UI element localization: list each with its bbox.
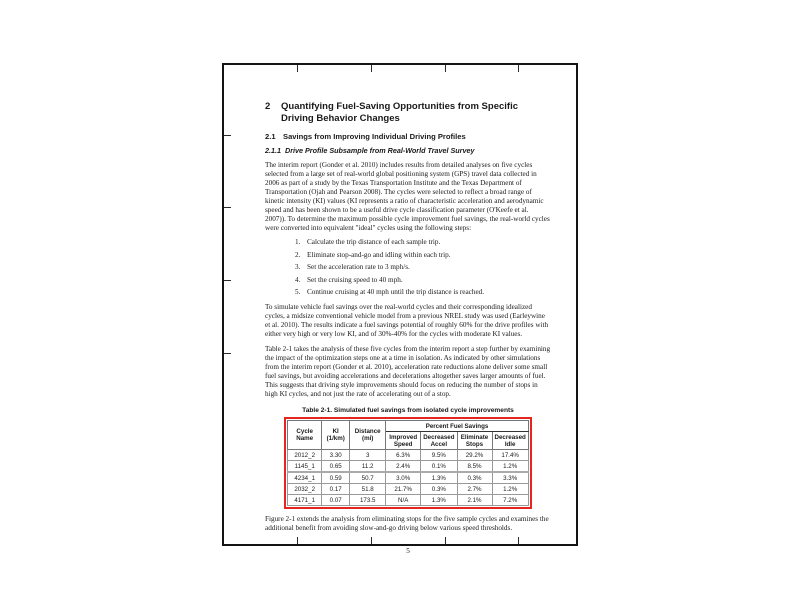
table-row (288, 484, 529, 495)
cell: 3.30 (322, 450, 350, 461)
page-number: 5 (406, 547, 410, 555)
cell: 1.2% (492, 461, 528, 473)
chapter-heading (265, 101, 551, 124)
cell: 2032_2 (288, 484, 322, 495)
col-header-decreased-accel: Decreased Accel (421, 432, 457, 450)
table-row (288, 450, 529, 461)
col-header-eliminate-stops: Eliminate Stops (457, 432, 492, 450)
cell: 0.3% (457, 472, 492, 484)
cell: 2012_2 (288, 450, 322, 461)
cell: 4234_1 (288, 472, 322, 484)
cell: 51.8 (350, 484, 386, 495)
table-row (288, 461, 529, 473)
cell: 11.2 (350, 461, 386, 473)
cell: N/A (386, 495, 421, 506)
ruler-tick-top-4 (518, 65, 519, 72)
cell: 173.5 (350, 495, 386, 506)
cell: 0.1% (421, 461, 457, 473)
section-title: Savings from Improving Individual Driving Profiles (283, 132, 466, 141)
cell: 29.2% (457, 450, 492, 461)
col-group-header-percent-fuel-savings: Percent Fuel Savings (386, 421, 529, 432)
subsection-heading (265, 146, 551, 155)
cell: 7.2% (492, 495, 528, 506)
idealization-steps-list (295, 238, 551, 297)
cell: 21.7% (386, 484, 421, 495)
cell: 8.5% (457, 461, 492, 473)
ruler-tick-left-4 (224, 353, 231, 354)
cell: 1.3% (421, 495, 457, 506)
table-row (288, 472, 529, 484)
cell: 3 (350, 450, 386, 461)
list-item: Calculate the trip distance of each sample trip. (307, 238, 441, 246)
paragraph-3: Table 2-1 takes the analysis of these five cycles from the interim report a step further by examining the impact of the optimization steps one at a time in isolation. As indicated by other simulations from the interim report (Gonder et al. 2010), acceleration rate reductions alone deliver some small fuel savings, but avoiding accelerations and decelerations altogether saves larger amounts of fuel. This suggests that driving style improvements should focus on reducing the number of stops in high KI cycles, and not just the rate of accelerating out of a stop. (265, 345, 551, 398)
cell: 0.59 (322, 472, 350, 484)
cell: 0.3% (421, 484, 457, 495)
cell: 0.65 (322, 461, 350, 473)
chapter-number: 2 (265, 101, 271, 112)
table-row (288, 495, 529, 506)
cell: 6.3% (386, 450, 421, 461)
table-caption: Table 2-1. Simulated fuel savings from isolated cycle improvements (302, 407, 514, 414)
paragraph-2: To simulate vehicle fuel savings over the real-world cycles and their corresponding idealized cycles, a midsize conventional vehicle model from a previous NREL study was used (Earleywine et al. 2010). The results indicate a fuel savings potential of roughly 60% for the drive profiles with either very high or very low KI, and of 30%-40% for the cycles with moderate KI values. (265, 303, 549, 338)
list-item: Continue cruising at 40 mph until the trip distance is reached. (307, 288, 485, 296)
cell: 50.7 (350, 472, 386, 484)
cell: 2.1% (457, 495, 492, 506)
col-header-improved-speed: Improved Speed (386, 432, 421, 450)
table-annotation-box (284, 417, 532, 509)
ruler-tick-top-1 (297, 65, 298, 72)
ruler-tick-top-3 (445, 65, 446, 72)
col-header-decreased-idle: Decreased Idle (492, 432, 528, 450)
cell: 4171_1 (288, 495, 322, 506)
subsection-number: 2.1.1 (265, 146, 281, 155)
chapter-title: Quantifying Fuel-Saving Opportunities from Specific Driving Behavior Changes (281, 101, 518, 124)
section-number: 2.1 (265, 132, 276, 141)
section-heading (265, 132, 551, 141)
cell: 2.4% (386, 461, 421, 473)
cell: 3.3% (492, 472, 528, 484)
col-header-ki: KI (1/km) (322, 421, 350, 450)
cell: 9.5% (421, 450, 457, 461)
list-item: Eliminate stop-and-go and idling within each trip. (307, 250, 451, 259)
cell: 0.07 (322, 495, 350, 506)
list-item: Set the acceleration rate to 3 mph/s. (307, 263, 410, 271)
cell: 1145_1 (288, 461, 322, 473)
ruler-tick-left-3 (224, 280, 231, 281)
fuel-savings-table (287, 420, 529, 506)
cell: 0.17 (322, 484, 350, 495)
document-page (222, 63, 578, 555)
col-header-cycle-name: Cycle Name (288, 421, 322, 450)
ruler-tick-top-2 (371, 65, 372, 72)
page-content (265, 101, 551, 555)
ruler-tick-left-1 (224, 135, 231, 136)
cell: 3.0% (386, 472, 421, 484)
paragraph-1: The interim report (Gonder et al. 2010) includes results from detailed analyses on five cycles selected from a large set of real-world global positioning system (GPS) travel data collected in 2006 as part of a study by the Texas Transportation Institute and the Texas Department of Transportation (Ojah and Pearson 2008). The cycles were selected to reflect a broad range of kinetic intensity (KI) values (KI represents a ratio of characteristic acceleration and aerodynamic speed and has been shown to be a useful drive cycle classification parameter (O'Keefe et al. 2007)). To determine the maximum possible cycle improvement fuel savings, the real-world cycles were converted into equivalent "ideal" cycles using the following steps: (265, 161, 550, 232)
ruler-tick-left-2 (224, 207, 231, 208)
cell: 1.2% (492, 484, 528, 495)
paragraph-4: Figure 2-1 extends the analysis from eliminating stops for the five sample cycles and examines the additional benefit from avoiding slow-and-go driving below various speed thresholds. (265, 515, 549, 532)
subsection-title: Drive Profile Subsample from Real-World Travel Survey (285, 146, 475, 155)
cell: 2.7% (457, 484, 492, 495)
col-header-distance: Distance (mi) (350, 421, 386, 450)
cell: 17.4% (492, 450, 528, 461)
cell: 1.3% (421, 472, 457, 484)
list-item: Set the cruising speed to 40 mph. (307, 275, 403, 284)
